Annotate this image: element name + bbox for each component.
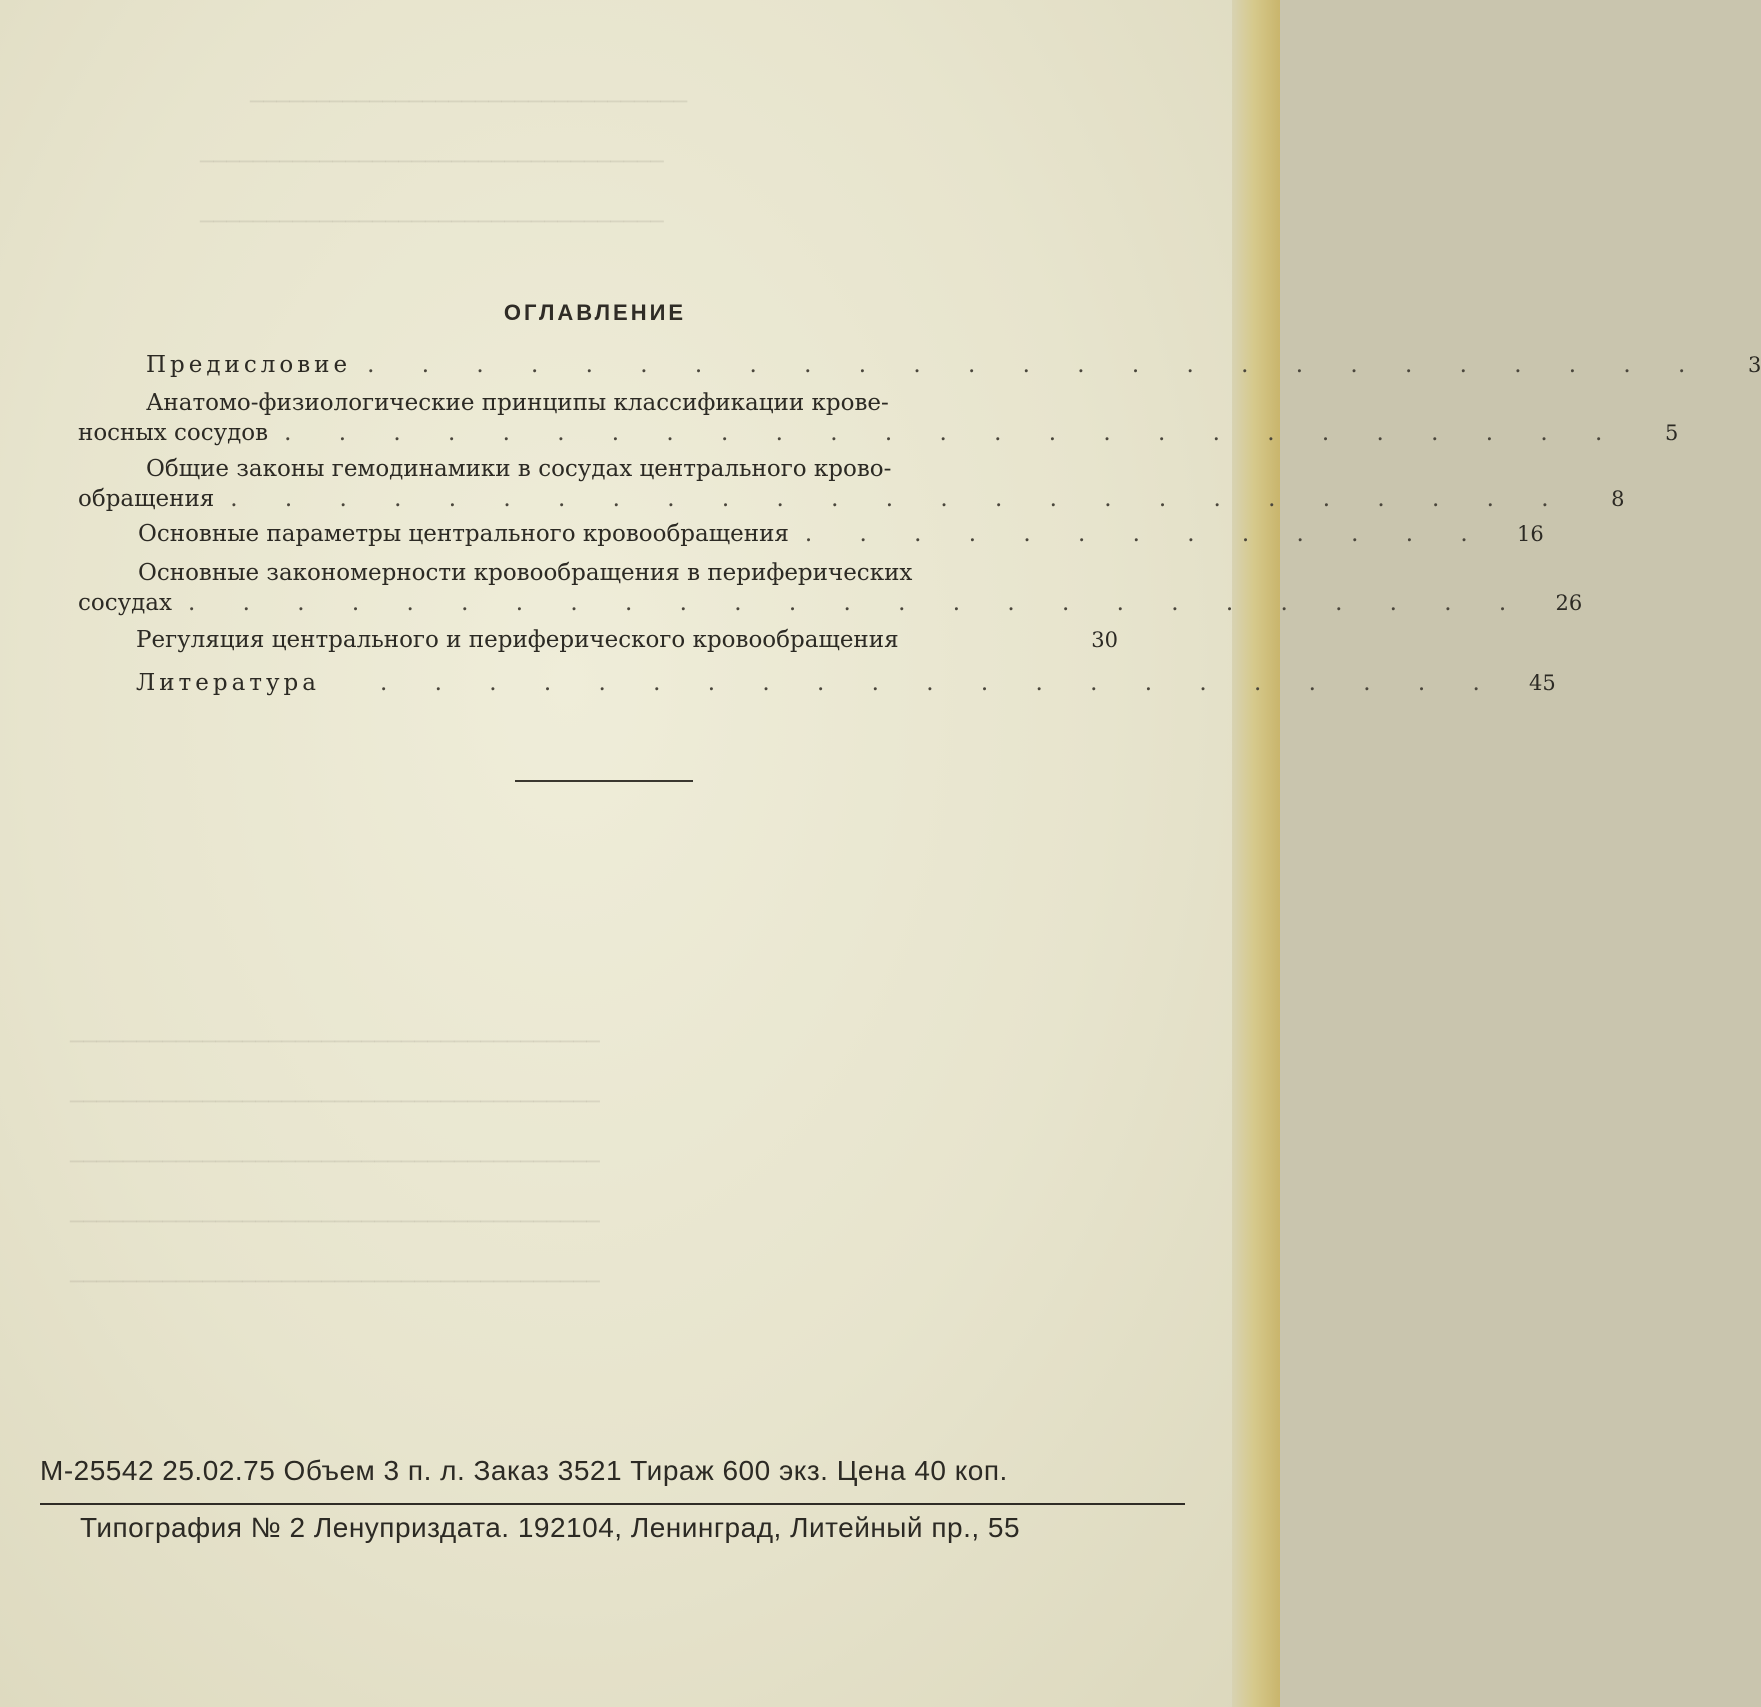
imprint-line: М-25542 25.02.75 Объем 3 п. л. Заказ 3521 Тираж 600 экз. Цена 40 коп. <box>40 1455 1008 1486</box>
toc-entry-line <box>78 454 1096 484</box>
toc-entry <box>78 668 1556 698</box>
separator-rule <box>515 780 693 782</box>
dot-leader: . . . . . . . . . . . . . . . . . . . . . <box>380 670 1500 696</box>
toc-entry <box>78 454 1625 514</box>
dot-leader: . . . . . . . . . . . . . . . . . . . . . . . . . <box>230 486 1569 512</box>
toc-entry-title: Анатомо-физиологические принципы классификации крове- <box>146 390 889 416</box>
dot-leader: . . . . . . . . . . . . . <box>804 521 1488 547</box>
dot-leader: . . . . . . . . . . . . . . . . . . . . . . . . . <box>188 590 1527 616</box>
toc-entry-line <box>78 388 1096 418</box>
toc-entry <box>78 558 1583 618</box>
toc-entry-title: Общие законы гемодинамики в сосудах центрального крово- <box>146 456 892 482</box>
imprint-rule <box>40 1503 1185 1505</box>
toc-entry-title: Основные закономерности кровообращения в периферических <box>138 560 913 586</box>
toc-page-number: 45 <box>1529 671 1556 695</box>
toc-page-number: 8 <box>1611 487 1625 511</box>
dot-leader: . . . . . . . . . . . . . . . . . . . . . . . . . <box>367 352 1706 378</box>
show-through: ───────────────────────────────── <box>250 90 688 115</box>
toc-page-number: 5 <box>1664 421 1679 445</box>
toc-entry-title: Литература <box>136 670 320 696</box>
toc-page-number: 3 <box>1748 353 1761 377</box>
show-through: ──────────────────────────────────────── <box>70 1270 600 1295</box>
toc-entry-title-cont: носных сосудов <box>78 420 269 446</box>
toc-entry-title: Регуляция центрального и периферического кровообращения <box>136 627 899 653</box>
toc-page-number: 16 <box>1516 522 1544 546</box>
toc-entry <box>78 350 1761 380</box>
toc-entry-title: Основные параметры центрального кровообращения <box>138 521 789 547</box>
toc-entry-title: Предисловие <box>146 352 352 378</box>
show-through: ─────────────────────────────────── <box>200 150 664 175</box>
page-edge <box>1232 0 1280 1707</box>
toc-entry-line <box>78 558 1096 588</box>
show-through: ──────────────────────────────────────── <box>70 1150 600 1175</box>
toc-entry-title-cont: обращения <box>78 486 215 512</box>
toc-page-number: 26 <box>1555 591 1583 615</box>
toc-title: ОГЛАВЛЕНИЕ <box>503 300 687 325</box>
show-through: ──────────────────────────────────────── <box>70 1210 600 1235</box>
show-through: ──────────────────────────────────────── <box>70 1090 600 1115</box>
printer-line: Типография № 2 Ленуприздата. 192104, Ленинград, Литейный пр., 55 <box>80 1512 1021 1543</box>
toc-page-number: 30 <box>1091 628 1118 652</box>
toc-entry <box>78 519 1544 549</box>
toc-entry <box>78 625 1118 655</box>
toc-entry-title-cont: сосудах <box>78 590 172 616</box>
show-through: ─────────────────────────────────── <box>200 210 664 235</box>
dot-leader: . . . . . . . . . . . . . . . . . . . . . . . . . <box>284 420 1623 446</box>
toc-entry <box>78 388 1679 448</box>
show-through: ──────────────────────────────────────── <box>70 1030 600 1055</box>
